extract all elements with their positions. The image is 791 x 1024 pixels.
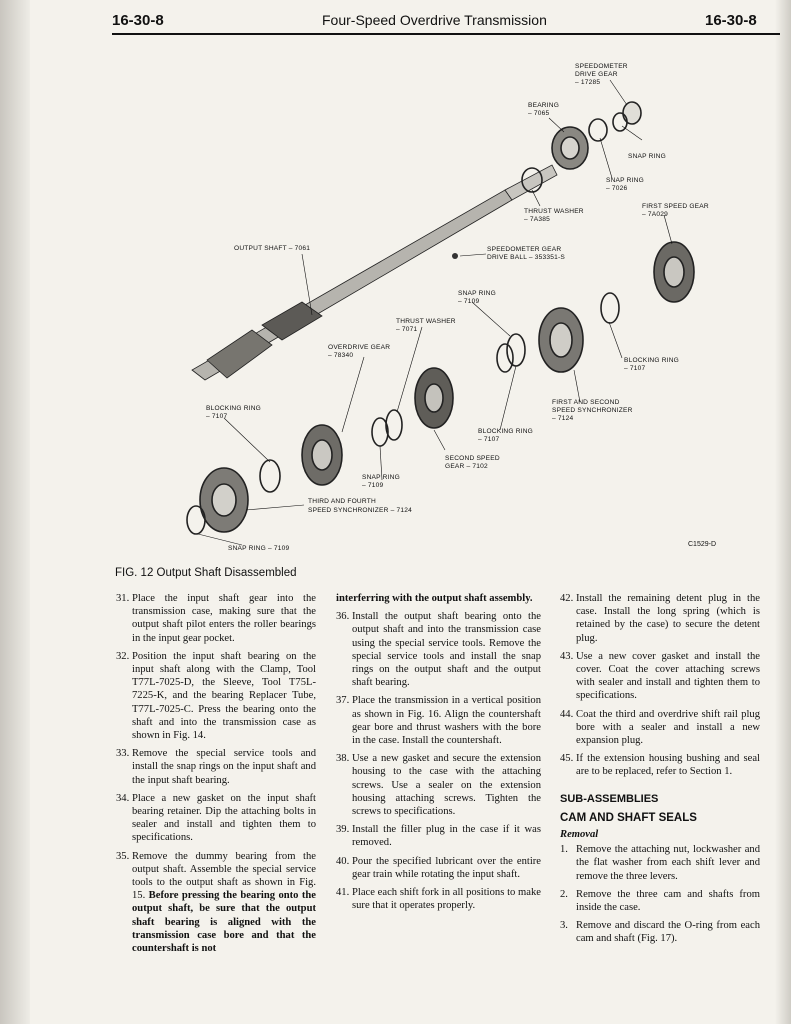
image-code: C1529-D — [688, 541, 717, 548]
step-35: 35. Remove the dummy bearing from the output shaft. Assemble the special service tools to the output shaft as shown in Fig. 15. Before pressing the bearing onto the output shaft, be sure that the output shaft bearing is aligned with the transmission case bore and that the countershaft is not — [116, 850, 316, 955]
step-36: 36. Install the output shaft bearing onto the output shaft and into the transmission case using the special service tools. Remove the special service tools and install the snap rings on the output shaft and the output shaft bearing. — [336, 611, 541, 689]
label-first-second-sync-2: SPEED SYNCHRONIZER — [552, 407, 633, 414]
label-snap-ring-d2: – 7109 — [362, 482, 384, 489]
step-40: 40. Pour the specified lubricant over the entire gear train while rotating the input shaft. — [336, 855, 541, 880]
snap-ring-2 — [497, 344, 513, 372]
label-speedo-ball-1: SPEEDOMETER GEAR — [487, 246, 562, 253]
step-35-continued: interferring with the output shaft assembly. — [336, 593, 533, 604]
step-43: 43. Use a new cover gasket and install the cover. Coat the cover attaching screws with sealer and install and tighten them to specifications. — [560, 650, 760, 702]
step-34: 34. Place a new gasket on the input shaft bearing retainer. Dip the attaching bolts in sealer and install and tighten them to specifications. — [116, 792, 316, 844]
snap-ring-rear — [589, 119, 607, 141]
label-blocking-ring-b2: – 7107 — [624, 365, 646, 372]
label-second-gear-2: GEAR – 7102 — [445, 463, 488, 470]
section-heading: SUB-ASSEMBLIES — [560, 792, 659, 805]
page-number-left: 16-30-8 — [112, 12, 164, 29]
label-bearing-1: BEARING — [528, 102, 560, 109]
label-first-second-sync-1: FIRST AND SECOND — [552, 399, 620, 406]
step-33: 33. Remove the special service tools and install the snap rings on the input shaft and the input shaft bearing. — [116, 748, 316, 786]
removal-heading: Removal — [560, 829, 599, 841]
label-blocking-ring-a2: – 7107 — [206, 413, 228, 420]
removal-step-3: 3. Remove and discard the O-ring from each cam and shaft (Fig. 17). — [560, 920, 760, 945]
label-output-shaft: OUTPUT SHAFT – 7061 — [234, 245, 311, 252]
label-speedo-gear-3: – 17285 — [575, 79, 601, 86]
text-column-1 — [116, 592, 316, 960]
label-blocking-ring-b1: BLOCKING RING — [624, 357, 679, 364]
label-snap-ring-a: SNAP RING — [628, 153, 666, 160]
label-first-gear-1: FIRST SPEED GEAR — [642, 203, 709, 210]
label-thrust-washer-b1: THRUST WASHER — [396, 318, 456, 325]
blocking-ring-3 — [260, 460, 280, 492]
step-41: 41. Place each shift fork in all positions to make sure that it operates properly. — [336, 887, 541, 912]
step-37: 37. Place the transmission in a vertical position as shown in Fig. 16. Align the countershaft gear bore and thrust washers with the bore in the case. Install the countershaft. — [336, 695, 541, 747]
snap-ring-front — [187, 506, 205, 534]
header-rule — [112, 33, 780, 35]
label-snap-ring-b1: SNAP RING — [606, 177, 644, 184]
page-title: Four-Speed Overdrive Transmission — [322, 12, 547, 28]
label-blocking-ring-a1: BLOCKING RING — [206, 405, 261, 412]
step-45: 45. If the extension housing bushing and seal are to be replaced, refer to Section 1. — [560, 753, 760, 778]
label-third-fourth-sync-2: SPEED SYNCHRONIZER – 7124 — [308, 507, 412, 514]
binding-shadow — [0, 0, 30, 1024]
label-thrust-washer-b2: – 7071 — [396, 326, 418, 333]
thrust-washer-front — [386, 410, 402, 440]
label-third-fourth-sync-1: THIRD AND FOURTH — [308, 498, 376, 505]
step-35-warning: Before pressing the bearing onto the output shaft, be sure that the output shaft bearing is aligned with the transmission case bore and that the countershaft is not — [132, 890, 316, 955]
step-38: 38. Use a new gasket and secure the extension housing to the case with the attaching screws. Use a sealer on the extension housing attaching screws. Tighten the screws to specifications. — [336, 753, 541, 818]
label-second-gear-1: SECOND SPEED — [445, 455, 500, 462]
speedo-drive-gear — [623, 102, 641, 124]
page-number-right: 16-30-8 — [705, 12, 757, 29]
exploded-diagram — [112, 40, 780, 560]
step-31: 31. Place the input shaft gear into the transmission case, making sure that the output shaft pilot enters the roller bearings in the input gear pocket. — [116, 593, 316, 644]
label-snap-ring-c1: SNAP RING — [458, 290, 496, 297]
removal-step-2: 2. Remove the three cam and shafts from inside the case. — [560, 888, 760, 914]
text-column-3 — [560, 592, 760, 951]
step-39: 39. Install the filler plug in the case if it was removed. — [336, 824, 541, 849]
figure-caption: FIG. 12 Output Shaft Disassembled — [115, 567, 297, 579]
label-speedo-ball-2: DRIVE BALL – 353351-S — [487, 254, 565, 261]
label-blocking-ring-c2: – 7107 — [478, 436, 500, 443]
step-32: 32. Position the input shaft bearing on the input shaft along with the Clamp, Tool T77L-7025-D, the Sleeve, Tool T75L-7225-K, and the bearing Replacer Tube, T77L-7025-C. Press the bearing onto the shaft and into the transmission case as shown in Fig. 14. — [116, 650, 316, 742]
blocking-ring-2 — [507, 334, 525, 366]
step-44: 44. Coat the third and overdrive shift rail plug bore with a sealer and install a new expansion plug. — [560, 708, 760, 747]
label-snap-ring-c2: – 7109 — [458, 298, 480, 305]
label-speedo-gear-1: SPEEDOMETER — [575, 63, 628, 70]
step-42: 42. Install the remaining detent plug in the case. Install the long spring (which is retained by the case) to secure the detent plug. — [560, 593, 760, 644]
blocking-ring-1 — [601, 293, 619, 323]
label-overdrive-gear-2: – 78340 — [328, 352, 354, 359]
speedo-ball — [452, 253, 458, 259]
label-snap-ring-e: SNAP RING – 7109 — [228, 545, 290, 552]
label-thrust-washer-a1: THRUST WASHER — [524, 208, 584, 215]
removal-step-1: 1. Remove the attaching nut, lockwasher and the flat washer from each shift lever and remove the three levers. — [560, 844, 760, 882]
label-blocking-ring-c1: BLOCKING RING — [478, 428, 533, 435]
label-snap-ring-d1: SNAP RING — [362, 474, 400, 481]
label-thrust-washer-a2: – 7A385 — [524, 216, 550, 223]
label-speedo-gear-2: DRIVE GEAR — [575, 71, 618, 78]
label-bearing-2: – 7065 — [528, 110, 550, 117]
label-snap-ring-b2: – 7026 — [606, 185, 628, 192]
text-column-2 — [336, 592, 541, 917]
section-subheading: CAM AND SHAFT SEALS — [560, 811, 697, 824]
label-first-gear-2: – 7A029 — [642, 211, 668, 218]
label-first-second-sync-3: – 7124 — [552, 415, 574, 422]
label-overdrive-gear-1: OVERDRIVE GEAR — [328, 344, 391, 351]
